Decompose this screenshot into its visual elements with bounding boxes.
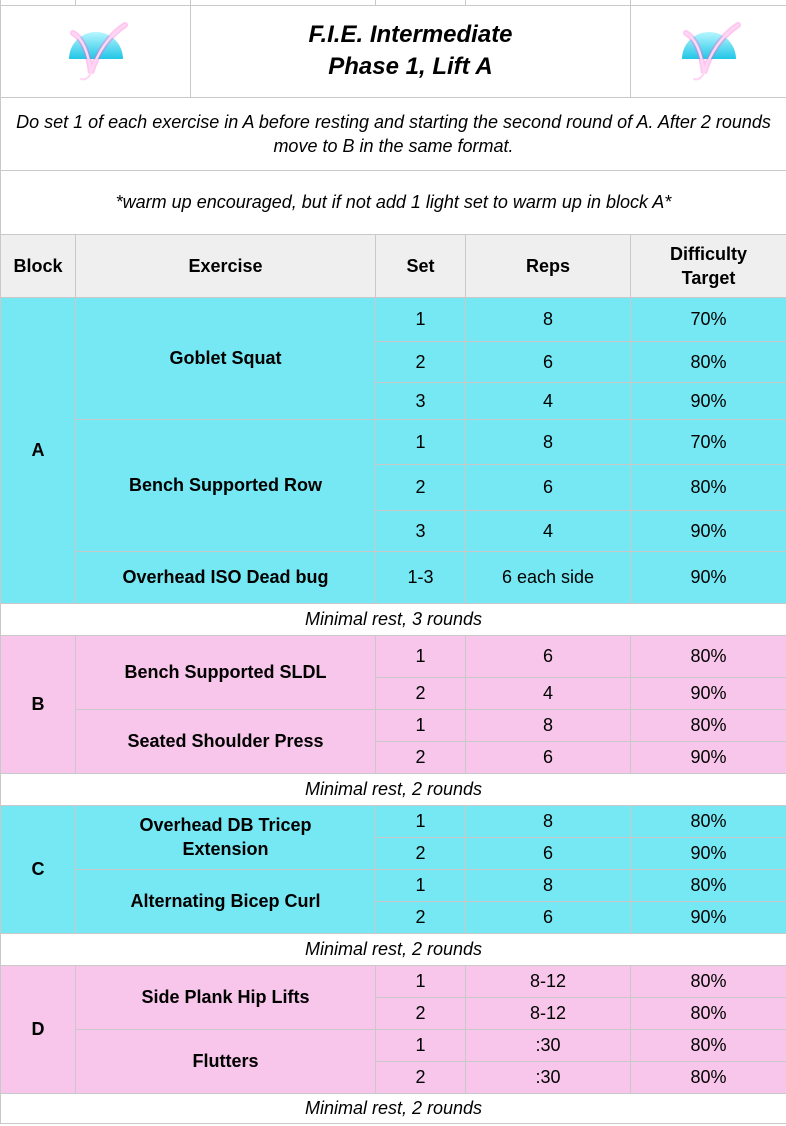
set-cell: 3 <box>376 510 466 551</box>
table-row <box>1 297 786 341</box>
set-cell: 1 <box>376 635 466 677</box>
table-row <box>1 419 786 464</box>
set-cell: 2 <box>376 901 466 933</box>
reps-cell: 6 <box>466 341 631 382</box>
reps-cell: 6 <box>466 901 631 933</box>
block-label: C <box>1 805 76 933</box>
table-row <box>1 965 786 997</box>
instructions-note: Do set 1 of each exercise in A before resting and starting the second round of A. After 2 rounds move to B in the same format. <box>1 97 786 170</box>
target-cell: 80% <box>631 965 786 997</box>
col-header-exercise: Exercise <box>76 234 376 297</box>
set-cell: 2 <box>376 997 466 1029</box>
target-cell: 80% <box>631 1061 786 1093</box>
title-cell <box>191 5 631 97</box>
logo-left-cell <box>1 5 191 97</box>
target-cell: 90% <box>631 837 786 869</box>
table-row <box>1 1029 786 1061</box>
reps-cell: :30 <box>466 1029 631 1061</box>
col-header-difficulty-line2: Target <box>681 267 736 288</box>
set-cell: 1 <box>376 869 466 901</box>
target-cell: 90% <box>631 551 786 603</box>
block-label: B <box>1 635 76 773</box>
set-cell: 1 <box>376 805 466 837</box>
rest-note: Minimal rest, 2 rounds <box>1 773 786 805</box>
reps-cell: 6 <box>466 635 631 677</box>
v-logo-icon <box>664 11 754 91</box>
target-cell: 70% <box>631 419 786 464</box>
rest-note: Minimal rest, 3 rounds <box>1 603 786 635</box>
target-cell: 90% <box>631 741 786 773</box>
exercise-name: Side Plank Hip Lifts <box>76 965 376 1029</box>
set-cell: 1-3 <box>376 551 466 603</box>
exercise-name <box>76 805 376 869</box>
reps-cell: :30 <box>466 1061 631 1093</box>
table-row <box>1 551 786 603</box>
title-line-2: Phase 1, Lift A <box>328 53 493 80</box>
reps-cell: 6 <box>466 741 631 773</box>
set-cell: 1 <box>376 297 466 341</box>
logo-right-cell <box>631 5 786 97</box>
reps-cell: 8 <box>466 419 631 464</box>
col-header-set: Set <box>376 234 466 297</box>
title-line-1: F.I.E. Intermediate <box>308 21 513 48</box>
col-header-difficulty <box>631 234 786 297</box>
reps-cell: 8 <box>466 709 631 741</box>
col-header-reps: Reps <box>466 234 631 297</box>
target-cell: 80% <box>631 635 786 677</box>
target-cell: 80% <box>631 464 786 510</box>
reps-cell: 6 <box>466 464 631 510</box>
set-cell: 3 <box>376 382 466 419</box>
set-cell: 1 <box>376 1029 466 1061</box>
exercise-name: Flutters <box>76 1029 376 1093</box>
set-cell: 2 <box>376 464 466 510</box>
warmup-note: *warm up encouraged, but if not add 1 light set to warm up in block A* <box>1 170 786 234</box>
target-cell: 70% <box>631 297 786 341</box>
target-cell: 80% <box>631 805 786 837</box>
reps-cell: 6 each side <box>466 551 631 603</box>
col-header-difficulty-line1: Difficulty <box>669 243 747 264</box>
exercise-name: Goblet Squat <box>76 297 376 419</box>
target-cell: 80% <box>631 869 786 901</box>
set-cell: 1 <box>376 965 466 997</box>
target-cell: 80% <box>631 1029 786 1061</box>
exercise-name: Seated Shoulder Press <box>76 709 376 773</box>
reps-cell: 8 <box>466 297 631 341</box>
table-row <box>1 869 786 901</box>
set-cell: 1 <box>376 419 466 464</box>
reps-cell: 8 <box>466 805 631 837</box>
set-cell: 2 <box>376 741 466 773</box>
reps-cell: 4 <box>466 510 631 551</box>
target-cell: 80% <box>631 709 786 741</box>
set-cell: 1 <box>376 709 466 741</box>
target-cell: 90% <box>631 382 786 419</box>
exercise-name: Bench Supported SLDL <box>76 635 376 709</box>
target-cell: 90% <box>631 677 786 709</box>
set-cell: 2 <box>376 341 466 382</box>
rest-note: Minimal rest, 2 rounds <box>1 1093 786 1123</box>
rest-note: Minimal rest, 2 rounds <box>1 933 786 965</box>
block-label: D <box>1 965 76 1093</box>
exercise-name: Alternating Bicep Curl <box>76 869 376 933</box>
set-cell: 2 <box>376 1061 466 1093</box>
reps-cell: 8-12 <box>466 965 631 997</box>
column-header-row <box>1 234 786 297</box>
set-cell: 2 <box>376 837 466 869</box>
reps-cell: 4 <box>466 677 631 709</box>
target-cell: 90% <box>631 510 786 551</box>
exercise-name: Overhead ISO Dead bug <box>76 551 376 603</box>
exercise-name: Bench Supported Row <box>76 419 376 551</box>
table-row <box>1 805 786 837</box>
table-row <box>1 709 786 741</box>
target-cell: 80% <box>631 997 786 1029</box>
target-cell: 90% <box>631 901 786 933</box>
exercise-name-line1: Overhead DB Tricep <box>139 815 312 835</box>
reps-cell: 6 <box>466 837 631 869</box>
col-header-block: Block <box>1 234 76 297</box>
target-cell: 80% <box>631 341 786 382</box>
exercise-name-line2: Extension <box>182 839 269 859</box>
table-row <box>1 635 786 677</box>
block-label: A <box>1 297 76 603</box>
set-cell: 2 <box>376 677 466 709</box>
reps-cell: 4 <box>466 382 631 419</box>
reps-cell: 8-12 <box>466 997 631 1029</box>
v-logo-icon <box>51 11 141 91</box>
reps-cell: 8 <box>466 869 631 901</box>
